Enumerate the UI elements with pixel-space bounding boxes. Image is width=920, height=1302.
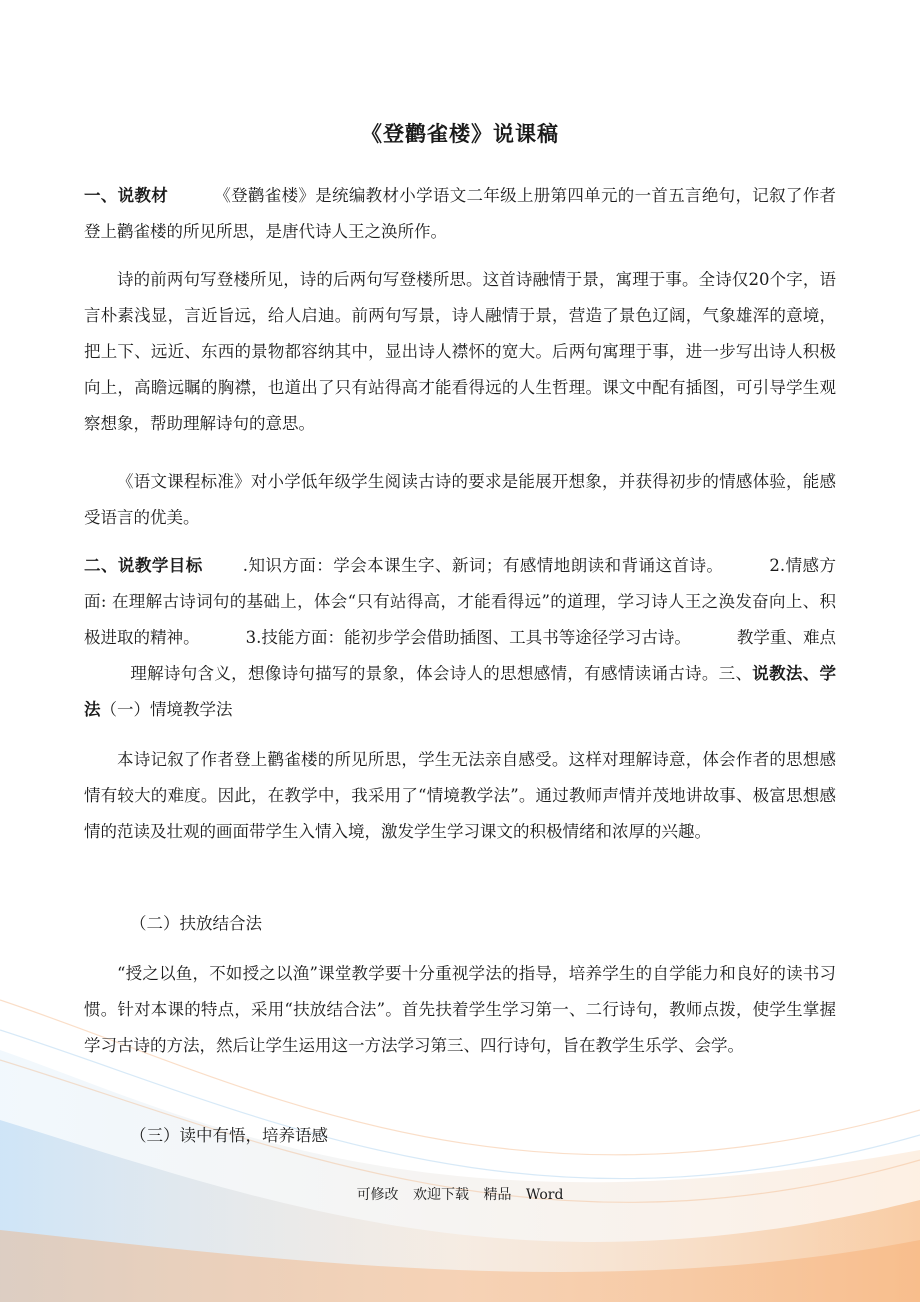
page-footer: 可修改 欢迎下载 精品 Word <box>356 1187 564 1203</box>
paragraph: 诗的前两句写登楼所见，诗的后两句写登楼所思。这首诗融情于景，寓理于事。全诗仅20个字，语言朴素浅显，言近旨远，给人启迪。前两句写景，诗人融情于景，营造了景色辽阔，气象雄浑的意境，把上下、远近、东西的景物都容纳其中，显出诗人襟怀的宽大。后两句寓理于事，进一步写出诗人积极向上，高瞻远瞩的胸襟，也道出了只有站得高才能看得远的人生哲理。课文中配有插图，可引导学生观察想象，帮助理解诗句的意思。 <box>84 270 836 433</box>
goal-skill: 3.技能方面：能初步学会借助插图、工具书等途径学习古诗。 <box>245 628 691 647</box>
paragraph: 本诗记叙了作者登上鹳雀楼的所见所思，学生无法亲自感受。这样对理解诗意，体会作者的思想感情有较大的难度。因此，在教学中，我采用了“情境教学法”。通过教师声情并茂地讲故事、极富思想感情的范读及壮观的画面带学生入情入境，激发学生学习课文的积极情绪和浓厚的兴趣。 <box>84 750 836 841</box>
section-teaching-goals <box>84 548 836 728</box>
section-heading: 二、说教学目标 <box>84 556 203 575</box>
section-teaching-material <box>84 178 836 250</box>
subsection-heading: （二）扶放结合法 <box>130 914 262 933</box>
paragraph: “授之以鱼，不如授之以渔”课堂教学要十分重视学法的指导，培养学生的自学能力和良好的读书习惯。针对本课的特点，采用“扶放结合法”。首先扶着学生学习第一、二行诗句，教师点拨，使学生掌握学习古诗的方法，然后让学生运用这一方法学习第三、四行诗句，旨在教学生乐学、会学。 <box>84 964 836 1055</box>
goal-knowledge: .知识方面：学会本课生字、新词；有感情地朗读和背诵这首诗。 <box>242 556 724 575</box>
section-heading: 说教法、学法 <box>84 664 837 719</box>
paragraph-text: 《登鹳雀楼》是统编教材小学语文二年级上册第四单元的一首五言绝句，记叙了作者登上鹳雀楼的所见所思，是唐代诗人王之涣所作。 <box>84 186 837 241</box>
section-heading: 一、说教材 <box>84 186 169 205</box>
key-points-text: 理解诗句含义，想像诗句描写的景象，体会诗人的思想感情，有感情读诵古诗。三、 <box>130 664 753 683</box>
subsection-heading: （三）读中有悟，培养语感 <box>130 1126 328 1145</box>
subsection-heading: （一）情境教学法 <box>100 700 233 719</box>
page-title: 《登鹳雀楼》说课稿 <box>361 122 559 146</box>
goal-emotion: 2.情感方面: 在理解古诗词句的基础上，体会“只有站得高，才能看得远”的道理，学习诗人王之涣发奋向上、积极进取的精神。 <box>84 556 837 647</box>
key-points-label: 教学重、难点 <box>736 628 837 647</box>
paragraph: 《语文课程标准》对小学低年级学生阅读古诗的要求是能展开想象，并获得初步的情感体验，能感受语言的优美。 <box>84 472 836 527</box>
